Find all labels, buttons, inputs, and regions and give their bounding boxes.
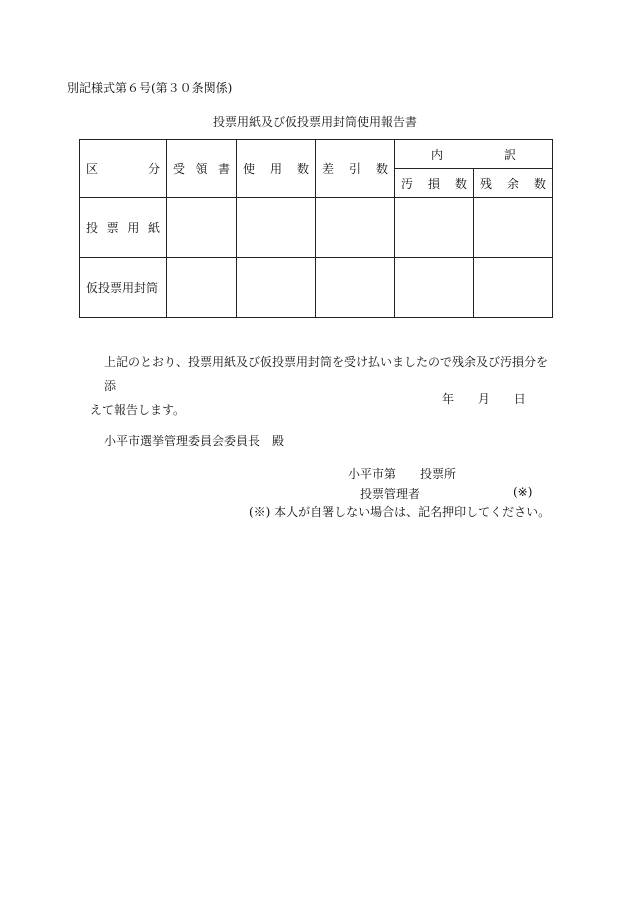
header-damaged: [395, 169, 474, 198]
cell-remaining[interactable]: [474, 258, 553, 318]
row-label-ballot-paper: [80, 198, 167, 258]
cell-received[interactable]: [167, 198, 237, 258]
header-difference: [316, 140, 395, 198]
cell-damaged[interactable]: [395, 258, 474, 318]
header-difference-char: 差: [322, 162, 335, 176]
polling-station: 小平市第 投票所: [348, 467, 457, 481]
header-received: [167, 140, 237, 198]
header-breakdown: [395, 140, 553, 169]
cell-damaged[interactable]: [395, 198, 474, 258]
header-remaining-char: 残: [480, 176, 493, 191]
header-damaged-char: 損: [427, 176, 440, 191]
header-kubun-char: 分: [147, 162, 160, 176]
header-kubun-char: 区: [86, 162, 99, 176]
header-used-char: 数: [296, 162, 309, 176]
document-title: 投票用紙及び仮投票用封筒使用報告書: [212, 115, 417, 129]
header-remaining-char: 余: [506, 176, 519, 191]
body-paragraph: [90, 350, 550, 422]
body-line-1: 上記のとおり、投票用紙及び仮投票用封筒を受け払いましたので残余及び汚損分を添: [104, 355, 549, 393]
header-remaining: [474, 169, 553, 198]
header-used-char: 用: [269, 162, 282, 176]
date-day: 日: [513, 392, 526, 406]
header-damaged-char: 汚: [401, 176, 414, 191]
cell-remaining[interactable]: [474, 198, 553, 258]
row-label-char: 投: [86, 221, 99, 235]
row-label-char: 票: [106, 221, 119, 235]
header-damaged-char: 数: [454, 176, 467, 191]
cell-difference[interactable]: [316, 198, 395, 258]
body-line-2: えて報告します。: [90, 403, 186, 417]
header-used-char: 使: [243, 162, 256, 176]
header-kubun: [80, 140, 167, 198]
row-label-provisional-envelope: [80, 258, 167, 318]
table-row: [80, 258, 553, 318]
row-label-char: 紙: [147, 221, 160, 235]
form-label: 別記様式第６号(第３０条関係): [67, 81, 233, 95]
addressee: 小平市選挙管理委員会委員長 殿: [104, 434, 285, 448]
row-label-text: 仮投票用封筒: [86, 281, 159, 295]
date-year: 年: [442, 392, 455, 406]
cell-used[interactable]: [237, 258, 316, 318]
header-breakdown-char: 訳: [503, 147, 516, 162]
date-line: [442, 390, 526, 407]
header-difference-char: 数: [375, 162, 388, 176]
header-received-char: 書: [217, 162, 230, 176]
header-difference-char: 引: [348, 162, 361, 176]
seal-mark: (※): [513, 485, 533, 499]
cell-used[interactable]: [237, 198, 316, 258]
header-breakdown-char: 内: [431, 147, 444, 162]
cell-difference[interactable]: [316, 258, 395, 318]
cell-received[interactable]: [167, 258, 237, 318]
header-received-char: 領: [195, 162, 208, 176]
date-month: 月: [477, 392, 490, 406]
report-table: [79, 139, 553, 318]
header-remaining-char: 数: [533, 176, 546, 191]
header-used: [237, 140, 316, 198]
manager-label: 投票管理者: [360, 487, 421, 501]
row-label-char: 用: [127, 221, 140, 235]
signature-note: (※) 本人が自署しない場合は、記名押印してください。: [249, 505, 551, 519]
header-received-char: 受: [173, 162, 186, 176]
table-row: [80, 198, 553, 258]
